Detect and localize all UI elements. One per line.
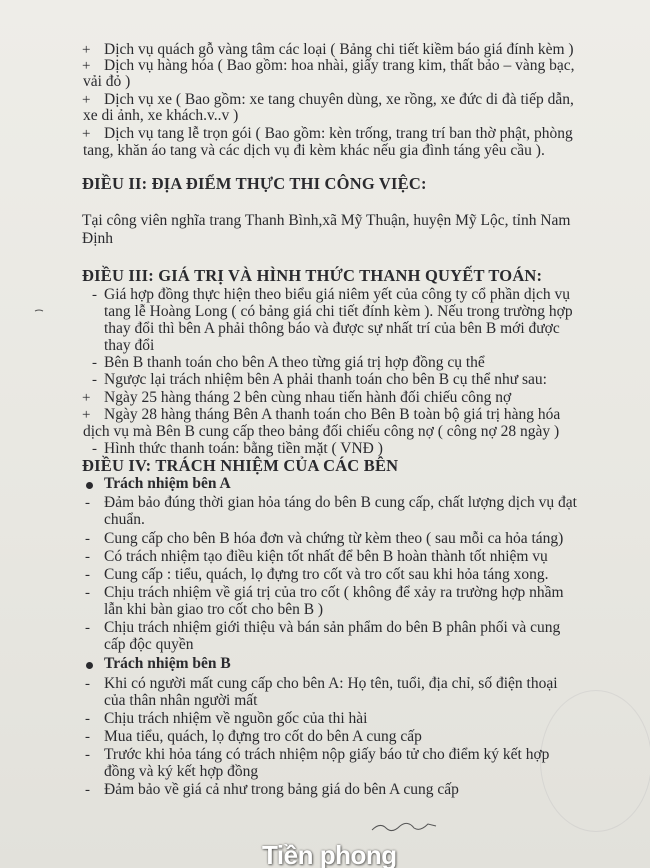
responsibility-text: Mua tiểu, quách, lọ đựng tro cốt do bên A cung cấp <box>104 728 422 745</box>
payment-term-text: Bên B thanh toán cho bên A theo từng giá trị hợp đồng cụ thể <box>104 354 485 371</box>
payment-term-text: Ngày 28 hàng tháng Bên A thanh toán cho Bên B toàn bộ giá trị hàng hóa <box>104 406 561 423</box>
bullet-marker: - <box>85 567 90 583</box>
bullet-dot <box>86 482 93 489</box>
bullet-marker: - <box>92 441 97 457</box>
bullet-marker: - <box>85 729 90 745</box>
bullet-marker: + <box>82 92 91 108</box>
bullet-marker: - <box>92 355 97 371</box>
service-item-text: Dịch vụ tang lễ trọn gói ( Bao gồm: kèn trống, trang trí ban thờ phật, phòng <box>104 125 573 142</box>
responsibility-text: chuẩn. <box>104 511 145 528</box>
payment-term-text: thay đổi thì bên A phải thông báo và được sự nhất trí của bên B mới được <box>104 320 560 337</box>
responsibility-text: Đảm bảo đúng thời gian hỏa táng do bên B cung cấp, chất lượng dịch vụ đạt <box>104 494 577 511</box>
bullet-marker: - <box>85 620 90 636</box>
watermark-logo: Tiền phong <box>262 840 397 868</box>
bullet-marker: - <box>85 585 90 601</box>
payment-term-text: Ngày 25 hàng tháng 2 bên cùng nhau tiến hành đối chiếu công nợ <box>104 389 512 406</box>
service-item-text: xe di ảnh, xe khách.v..v ) <box>83 107 239 124</box>
payment-term-text: Hình thức thanh toán: bằng tiền mặt ( VNĐ ) <box>104 440 383 457</box>
bullet-marker: + <box>82 58 91 74</box>
party-a-title: Trách nhiệm bên A <box>104 475 231 492</box>
payment-term-text: tang lễ Hoàng Long ( có bảng giá chi tiết đính kèm ). Nếu trong trường hợp <box>104 303 573 320</box>
responsibility-text: Trước khi hỏa táng có trách nhiệm nộp giấy báo tử cho điểm ký kết hợp <box>104 746 550 763</box>
service-item-text: tang, khăn áo tang và các dịch vụ đi kèm khác nếu gia đình táng yêu cầu ). <box>83 142 545 159</box>
payment-term-text: Ngược lại trách nhiệm bên A phải thanh toán cho bên B cụ thể như sau: <box>104 371 547 388</box>
service-item-text: vải đỏ ) <box>83 73 131 90</box>
bullet-marker: - <box>85 747 90 763</box>
signature-icon <box>370 816 440 836</box>
location-text: Tại công viên nghĩa trang Thanh Bình,xã Mỹ Thuận, huyện Mỹ Lộc, tỉnh Nam <box>82 212 571 229</box>
bullet-marker: + <box>82 42 91 58</box>
article-2-heading: ĐIỀU II: ĐỊA ĐIỂM THỰC THI CÔNG VIỆC: <box>82 174 427 193</box>
bullet-marker: - <box>85 676 90 692</box>
service-item-text: Dịch vụ hàng hóa ( Bao gồm: hoa nhài, giấy trang kim, thất bảo – vàng bạc, <box>104 57 575 74</box>
responsibility-text: Cung cấp cho bên B hóa đơn và chứng từ kèm theo ( sau mỗi ca hỏa táng) <box>104 530 564 547</box>
margin-mark-icon <box>34 308 44 314</box>
responsibility-text: Đảm bảo về giá cả như trong bảng giá do bên A cung cấp <box>104 781 459 798</box>
bullet-marker: - <box>85 495 90 511</box>
bullet-marker: - <box>85 711 90 727</box>
faint-stamp <box>540 690 650 832</box>
article-4-heading: ĐIỀU IV: TRÁCH NHIỆM CỦA CÁC BÊN <box>82 456 399 475</box>
bullet-marker: + <box>82 126 91 142</box>
service-item-text: Dịch vụ xe ( Bao gồm: xe tang chuyên dùng, xe rồng, xe đức di đà tiếp dẫn, <box>104 91 574 108</box>
responsibility-text: Cung cấp : tiểu, quách, lọ đựng tro cốt và tro cốt sau khi hỏa táng xong. <box>104 566 549 583</box>
location-text: Định <box>82 230 113 247</box>
responsibility-text: lẫn khi bàn giao tro cốt cho bên B ) <box>104 601 324 618</box>
payment-term-text: dịch vụ mà Bên B cung cấp theo bảng đối chiếu công nợ ( công nợ 28 ngày ) <box>83 423 560 440</box>
service-item-text: Dịch vụ quách gỗ vàng tâm các loại ( Bảng chi tiết kiềm báo giá đính kèm ) <box>104 41 574 58</box>
responsibility-text: đồng và ký kết hợp đồng <box>104 763 259 780</box>
article-3-heading: ĐIỀU III: GIÁ TRỊ VÀ HÌNH THỨC THANH QUYẾT TOÁN: <box>82 266 543 285</box>
responsibility-text: Chịu trách nhiệm giới thiệu và bán sản phẩm do bên B phân phối và cung <box>104 619 561 636</box>
bullet-marker: + <box>82 407 91 423</box>
responsibility-text: cấp độc quyền <box>104 636 194 653</box>
responsibility-text: Chịu trách nhiệm về nguồn gốc của thi hài <box>104 710 368 727</box>
responsibility-text: Khi có người mất cung cấp cho bên A: Họ tên, tuổi, địa chỉ, số điện thoại <box>104 675 558 692</box>
party-b-title: Trách nhiệm bên B <box>104 655 231 672</box>
bullet-marker: + <box>82 390 91 406</box>
responsibility-text: của thân nhân người mất <box>104 692 258 709</box>
payment-term-text: thay đổi <box>104 337 155 354</box>
bullet-marker: - <box>85 549 90 565</box>
bullet-marker: - <box>85 531 90 547</box>
responsibility-text: Chịu trách nhiệm về giá trị của tro cốt ( không để xảy ra trường hợp nhầm <box>104 584 564 601</box>
bullet-marker: - <box>92 372 97 388</box>
bullet-dot <box>86 662 93 669</box>
payment-term-text: Giá hợp đồng thực hiện theo biểu giá niêm yết của công ty cổ phần dịch vụ <box>104 286 570 303</box>
responsibility-text: Có trách nhiệm tạo điều kiện tốt nhất để bên B hoàn thành tốt nhiệm vụ <box>104 548 548 565</box>
bullet-marker: - <box>92 287 97 303</box>
bullet-marker: - <box>85 782 90 798</box>
